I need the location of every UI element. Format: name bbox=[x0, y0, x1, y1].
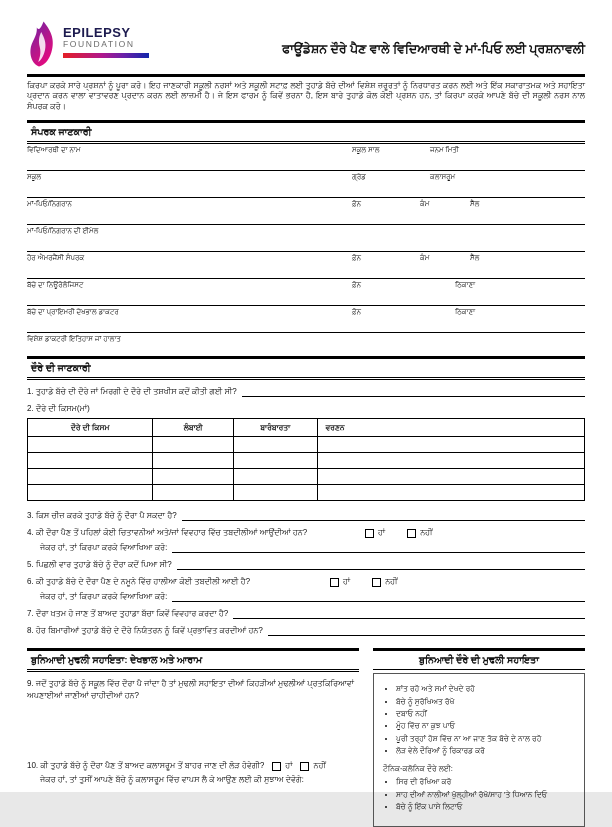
answer-line-q5[interactable] bbox=[177, 566, 585, 570]
question-2 bbox=[27, 404, 585, 414]
header-frequency: ਬਾਰੰਬਾਰਤਾ bbox=[234, 419, 318, 437]
question-10-followup: ਜੇਕਰ ਹਾਂ, ਤਾਂ ਤੁਸੀਂ ਆਪਣੇ ਬੱਚੇ ਨੂੰ ਕਲਾਸਰੂਮ ਵਿੱਚ ਵਾਪਸ ਲੈ ਕੇ ਆਉਣ ਲਈ ਕੀ ਸੁਝਾਅ ਦੇਵੋਗੇ: bbox=[40, 775, 304, 785]
work-label: ਕੰਮ bbox=[420, 255, 430, 263]
school-label: ਸਕੂਲ bbox=[27, 174, 42, 182]
question-5-text: 5. ਪਿਛਲੀ ਵਾਰ ਤੁਹਾਡੇ ਬੱਚੇ ਨੂੰ ਦੌਰਾ ਕਦੋਂ ਪਿਆ ਸੀ? bbox=[27, 560, 172, 570]
table-cell[interactable] bbox=[234, 437, 318, 453]
work-label: ਕੰਮ bbox=[420, 201, 430, 209]
table-cell[interactable] bbox=[28, 469, 153, 485]
question-3 bbox=[27, 511, 585, 521]
contact-row-email bbox=[27, 225, 585, 252]
if-yes-explain-label: ਜੇਕਰ ਹਾਂ, ਤਾਂ ਕਿਰਪਾ ਕਰਕੇ ਵਿਆਖਿਆ ਕਰੋ: bbox=[40, 592, 168, 602]
sidebar-title: ਬੁਨਿਆਦੀ ਦੌਰੇ ਦੀ ਮੁਢਲੀ ਸਹਾਇਤਾ bbox=[373, 648, 585, 670]
primary-care-doctor-label: ਬੱਚੇ ਦਾ ਪ੍ਰਾਇਮਰੀ ਦੇਖਭਾਲ ਡਾਕਟਰ bbox=[27, 309, 119, 317]
answer-line-q7[interactable] bbox=[233, 615, 585, 619]
phone-label: ਫ਼ੋਨ bbox=[352, 201, 361, 209]
cell-label: ਸੈੱਲ bbox=[470, 201, 480, 209]
location-label: ਠਿਕਾਣਾ bbox=[455, 309, 476, 317]
intro-paragraph: ਕਿਰਪਾ ਕਰਕੇ ਸਾਰੇ ਪ੍ਰਸ਼ਨਾਂ ਨੂੰ ਪੂਰਾ ਕਰੋ। ਇਹ ਜਾਣਕਾਰੀ ਸਕੂਲੀ ਨਰਸਾਂ ਅਤੇ ਸਕੂਲੀ ਸਟਾਫ਼ ਲਈ ਤੁਹਾਡੇ ਬੱਚੇ ਦੀਆਂ ਵਿਸ਼ੇਸ਼ ਜ਼ਰੂਰਤਾਂ ਨੂੰ ਨਿਰਧਾਰਤ ਕਰਨ ਲਈ ਅਤੇ ਇੱਕ ਸਕਾਰਾਤਮਕ ਅਤੇ ਸਹਾਇਤਾ ਪ੍ਰਦਾਨ ਕਰਨ ਵਾਲਾ ਵਾਤਾਵਰਣ ਪ੍ਰਦਾਨ ਕਰਨ ਲਈ ਲਾਜ਼ਮੀ ਹੈ। ਜੇ ਇਸ ਫਾਰਮ ਨੂੰ ਕਿਵੇਂ ਭਰਨਾ ਹੈ, ਇਸ ਬਾਰੇ ਤੁਹਾਡੇ ਕੋਲ ਕੋਈ ਪ੍ਰਸ਼ਨ ਹਨ, ਤਾਂ ਕਿਰਪਾ ਕਰਕੇ ਆਪਣੇ ਬੱਚੇ ਦੀ ਸਕੂਲੀ ਨਰਸ ਨਾਲ ਸੰਪਰਕ ਕਰੋ। bbox=[27, 81, 585, 111]
grade-label: ਗ੍ਰੇਡ bbox=[352, 174, 366, 182]
contact-row-neurologist bbox=[27, 279, 585, 306]
list-item: • ਬੱਚੇ ਨੂੰ ਸੁਰੱਖਿਅਤ ਰੱਖੋ bbox=[396, 696, 575, 708]
table-row bbox=[28, 453, 585, 469]
question-1 bbox=[27, 387, 585, 397]
answer-line-q1[interactable] bbox=[242, 393, 585, 397]
table-cell[interactable] bbox=[28, 437, 153, 453]
list-item: • ਸਿਰ ਦੀ ਰੱਖਿਆ ਕਰੋ bbox=[396, 776, 575, 788]
table-row bbox=[28, 485, 585, 501]
table-header-row bbox=[28, 419, 585, 437]
no-label: ਨਹੀਂ bbox=[385, 577, 398, 587]
medical-history-label: ਵਿਸ਼ੇਸ਼ ਡਾਕਟਰੀ ਇਤਿਹਾਸ ਜਾਂ ਹਾਲਾਤ bbox=[27, 336, 121, 344]
contact-row-emergency bbox=[27, 252, 585, 279]
table-cell[interactable] bbox=[317, 453, 584, 469]
seizure-first-aid-sidebar bbox=[373, 648, 585, 826]
table-cell[interactable] bbox=[317, 485, 584, 501]
phone-label: ਫ਼ੋਨ bbox=[352, 309, 361, 317]
tonic-clonic-list bbox=[396, 776, 575, 813]
header-description: ਵਰਣਨ bbox=[317, 419, 584, 437]
question-10 bbox=[27, 760, 359, 772]
logo-word-epilepsy: EPILEPSY bbox=[63, 25, 131, 40]
epilepsy-foundation-logo bbox=[27, 20, 149, 68]
logo-text bbox=[63, 20, 149, 58]
table-cell[interactable] bbox=[153, 437, 234, 453]
yes-label: ਹਾਂ bbox=[285, 761, 293, 771]
question-6-followup bbox=[40, 592, 585, 602]
table-cell[interactable] bbox=[28, 485, 153, 501]
answer-line-q6[interactable] bbox=[172, 598, 585, 602]
no-label: ਨਹੀਂ bbox=[313, 761, 326, 771]
q4-yes-checkbox[interactable] bbox=[365, 529, 374, 538]
question-4-followup bbox=[40, 543, 585, 553]
contact-section-title: ਸੰਪਰਕ ਜਾਣਕਾਰੀ bbox=[27, 120, 585, 144]
question-6 bbox=[27, 577, 585, 587]
bottom-section bbox=[27, 648, 585, 826]
question-6-text: 6. ਕੀ ਤੁਹਾਡੇ ਬੱਚੇ ਦੇ ਦੌਰਾ ਪੈਣ ਦੇ ਨਮੂਨੇ ਵਿੱਚ ਹਾਲੀਆ ਕੋਈ ਤਬਦੀਲੀ ਆਈ ਹੈ? bbox=[27, 577, 251, 587]
q4-no-checkbox[interactable] bbox=[407, 529, 416, 538]
answer-line-q4[interactable] bbox=[172, 549, 585, 553]
no-label: ਨਹੀਂ bbox=[420, 528, 433, 538]
list-item: • ਲੋੜ ਵੇਲੇ ਦੌਰਿਆਂ ਨੂੰ ਰਿਕਾਰਡ ਕਰੋ bbox=[396, 745, 575, 757]
answer-line-q3[interactable] bbox=[182, 517, 585, 521]
table-cell[interactable] bbox=[28, 453, 153, 469]
parent-guardian-label: ਮਾਂ-ਪਿਓ/ਨਿਗਰਾਨ bbox=[27, 201, 72, 209]
first-aid-section bbox=[27, 648, 359, 786]
if-yes-explain-label: ਜੇਕਰ ਹਾਂ, ਤਾਂ ਕਿਰਪਾ ਕਰਕੇ ਵਿਆਖਿਆ ਕਰੋ: bbox=[40, 543, 168, 553]
seizure-section bbox=[27, 356, 585, 636]
list-item: • ਸ਼ਾਂਤ ਰਹੋ ਅਤੇ ਸਮਾਂ ਦੇਖਦੇ ਰਹੋ bbox=[396, 683, 575, 695]
phone-label: ਫ਼ੋਨ bbox=[352, 282, 361, 290]
table-cell[interactable] bbox=[153, 485, 234, 501]
question-8-text: 8. ਹੋਰ ਬਿਮਾਰੀਆਂ ਤੁਹਾਡੇ ਬੱਚੇ ਦੇ ਦੌਰੇ ਨਿਯੰਤਰਨ ਨੂੰ ਕਿਵੇਂ ਪ੍ਰਭਾਵਿਤ ਕਰਦੀਆਂ ਹਨ? bbox=[27, 626, 263, 636]
question-7-text: 7. ਦੌਰਾ ਖ਼ਤਮ ਹੋ ਜਾਣ ਤੋਂ ਬਾਅਦ ਤੁਹਾਡਾ ਬੱਚਾ ਕਿਵੇਂ ਵਿਵਹਾਰ ਕਰਦਾ ਹੈ? bbox=[27, 609, 229, 619]
first-aid-box bbox=[373, 673, 585, 826]
seizure-type-table bbox=[27, 418, 585, 501]
list-item: • ਮੂੰਹ ਵਿੱਚ ਨਾ ਕੁਝ ਪਾਓ bbox=[396, 720, 575, 732]
table-row bbox=[28, 469, 585, 485]
q10-yes-checkbox[interactable] bbox=[272, 762, 281, 771]
emergency-contact-label: ਹੋਰ ਐਮਰਜੈਂਸੀ ਸੰਪਰਕ bbox=[27, 255, 85, 263]
header-length: ਲੰਬਾਈ bbox=[153, 419, 234, 437]
contact-row-medical-history bbox=[27, 333, 585, 354]
question-8 bbox=[27, 626, 585, 636]
first-aid-section-title: ਬੁਨਿਆਦੀ ਮੁਢਲੀ ਸਹਾਇਤਾ: ਦੇਖਭਾਲ ਅਤੇ ਆਰਾਮ bbox=[27, 648, 359, 672]
location-label: ਠਿਕਾਣਾ bbox=[455, 282, 476, 290]
flame-icon bbox=[27, 20, 57, 68]
yes-label: ਹਾਂ bbox=[378, 528, 386, 538]
question-4-text: 4. ਕੀ ਦੌਰਾ ਪੈਣ ਤੋਂ ਪਹਿਲਾਂ ਕੋਈ ਚਿਤਾਵਨੀਆਂ ਅਤੇ/ਜਾਂ ਵਿਵਹਾਰ ਵਿੱਚ ਤਬਦੀਲੀਆਂ ਆਉਂਦੀਆਂ ਹਨ? bbox=[27, 528, 308, 538]
question-7 bbox=[27, 609, 585, 619]
answer-line-q8[interactable] bbox=[268, 632, 585, 636]
contact-row-parent bbox=[27, 198, 585, 225]
table-cell[interactable] bbox=[317, 469, 584, 485]
list-item: • ਦਬਾਓ ਨਹੀਂ bbox=[396, 708, 575, 720]
table-row bbox=[28, 437, 585, 453]
page-header bbox=[0, 0, 612, 68]
q6-yes-checkbox[interactable] bbox=[330, 578, 339, 587]
classroom-label: ਕਲਾਸਰੂਮ bbox=[430, 174, 456, 182]
cell-label: ਸੈੱਲ bbox=[470, 255, 480, 263]
list-item: • ਪੂਰੀ ਤਰ੍ਹਾਂ ਹੋਸ਼ ਵਿੱਚ ਨਾ ਆ ਜਾਣ ਤੱਕ ਬੱਚੇ ਦੇ ਨਾਲ ਰਹੋ bbox=[396, 733, 575, 745]
list-item: • ਸਾਹ ਦੀਆਂ ਨਾਲੀਆਂ ਖੁੱਲ੍ਹੀਆਂ ਰੱਖੋ/ਸਾਹ 'ਤੇ ਧਿਆਨ ਦਿਓ bbox=[396, 789, 575, 801]
table-cell[interactable] bbox=[234, 469, 318, 485]
table-cell[interactable] bbox=[234, 453, 318, 469]
q4-yes-no-choice bbox=[365, 528, 433, 538]
table-cell[interactable] bbox=[153, 453, 234, 469]
yes-label: ਹਾਂ bbox=[343, 577, 351, 587]
table-cell[interactable] bbox=[317, 437, 584, 453]
question-2-text: 2. ਦੌਰੇ ਦੀ ਕਿਸਮ(ਮਾਂ) bbox=[27, 404, 90, 414]
tonic-clonic-heading: ਟੌਨਿਕ-ਕਲੋਨਿਕ ਦੌਰੇ ਲਈ: bbox=[383, 764, 453, 774]
q6-yes-no-choice bbox=[330, 577, 398, 587]
q10-no-checkbox[interactable] bbox=[300, 762, 309, 771]
table-cell[interactable] bbox=[153, 469, 234, 485]
table-cell[interactable] bbox=[234, 485, 318, 501]
student-name-label: ਵਿਦਿਆਰਥੀ ਦਾ ਨਾਮ bbox=[27, 147, 81, 155]
question-9: 9. ਜਦੋਂ ਤੁਹਾਡੇ ਬੱਚੇ ਨੂੰ ਸਕੂਲ ਵਿੱਚ ਦੌਰਾ ਪੈ ਜਾਂਦਾ ਹੈ ਤਾਂ ਮੁਢਲੀ ਸਹਾਇਤਾ ਦੀਆਂ ਕਿਹੜੀਆਂ ਮੁਢਲੀਆਂ ਪ੍ਰਤਕਿਰਿਆਵਾਂ ਅਪਣਾਈਆਂ ਜਾਣੀਆਂ ਚਾਹੀਦੀਆਂ ਹਨ? bbox=[27, 679, 355, 701]
header-divider bbox=[27, 74, 585, 77]
question-10-text: 10. ਕੀ ਤੁਹਾਡੇ ਬੱਚੇ ਨੂੰ ਦੌਰਾ ਪੈਣ ਤੋਂ ਬਾਅਦ ਕਲਾਸਰੂਮ ਤੋਂ ਬਾਹਰ ਜਾਣ ਦੀ ਲੋੜ ਹੋਵੇਗੀ? bbox=[27, 761, 265, 771]
question-4 bbox=[27, 528, 585, 538]
contact-row-student bbox=[27, 144, 585, 171]
contact-row-school bbox=[27, 171, 585, 198]
dob-label: ਜਨਮ ਮਿਤੀ bbox=[430, 147, 459, 155]
question-5 bbox=[27, 560, 585, 570]
seizure-section-title: ਦੌਰੇ ਦੀ ਜਾਣਕਾਰੀ bbox=[27, 356, 585, 380]
question-1-text: 1. ਤੁਹਾਡੇ ਬੱਚੇ ਦੀ ਦੌਰੇ ਜਾਂ ਮਿਰਗੀ ਦੇ ਦੌਰੇ ਦੀ ਤਸ਼ਖੀਸ ਕਦੋਂ ਕੀਤੀ ਗਈ ਸੀ? bbox=[27, 387, 237, 397]
school-year-label: ਸਕੂਲ ਸਾਲ bbox=[352, 147, 380, 155]
neurologist-label: ਬੱਚੇ ਦਾ ਨਿਊਰੋਲੋਜਿਸਟ bbox=[27, 282, 84, 290]
phone-label: ਫ਼ੋਨ bbox=[352, 255, 361, 263]
list-item: • ਬੱਚੇ ਨੂੰ ਇੱਕ ਪਾਸੇ ਲਿਟਾਓ bbox=[396, 801, 575, 813]
question-3-text: 3. ਕਿਸ ਚੀਜ਼ ਕਰਕੇ ਤੁਹਾਡੇ ਬੱਚੇ ਨੂੰ ਦੌਰਾ ਪੈ ਸਕਦਾ ਹੈ? bbox=[27, 511, 177, 521]
page-title: ਫਾਊਂਡੇਸ਼ਨ ਦੌਰੇ ਪੈਣ ਵਾਲੇ ਵਿਦਿਆਰਥੀ ਦੇ ਮਾਂ-ਪਿਓ ਲਈ ਪ੍ਰਸ਼ਨਾਵਲੀ bbox=[282, 42, 585, 56]
contact-section bbox=[27, 120, 585, 354]
first-aid-list bbox=[396, 683, 575, 757]
header-seizure-type: ਦੌਰੇ ਦੀ ਕਿਸਮ bbox=[28, 419, 153, 437]
logo-word-foundation: FOUNDATION bbox=[63, 39, 135, 49]
contact-row-primary-doctor bbox=[27, 306, 585, 333]
q6-no-checkbox[interactable] bbox=[372, 578, 381, 587]
parent-email-label: ਮਾਂ-ਪਿਓ/ਨਿਗਰਾਨ ਦੀ ਈਮੇਲ bbox=[27, 228, 99, 236]
brand-gradient-bar bbox=[63, 53, 149, 58]
